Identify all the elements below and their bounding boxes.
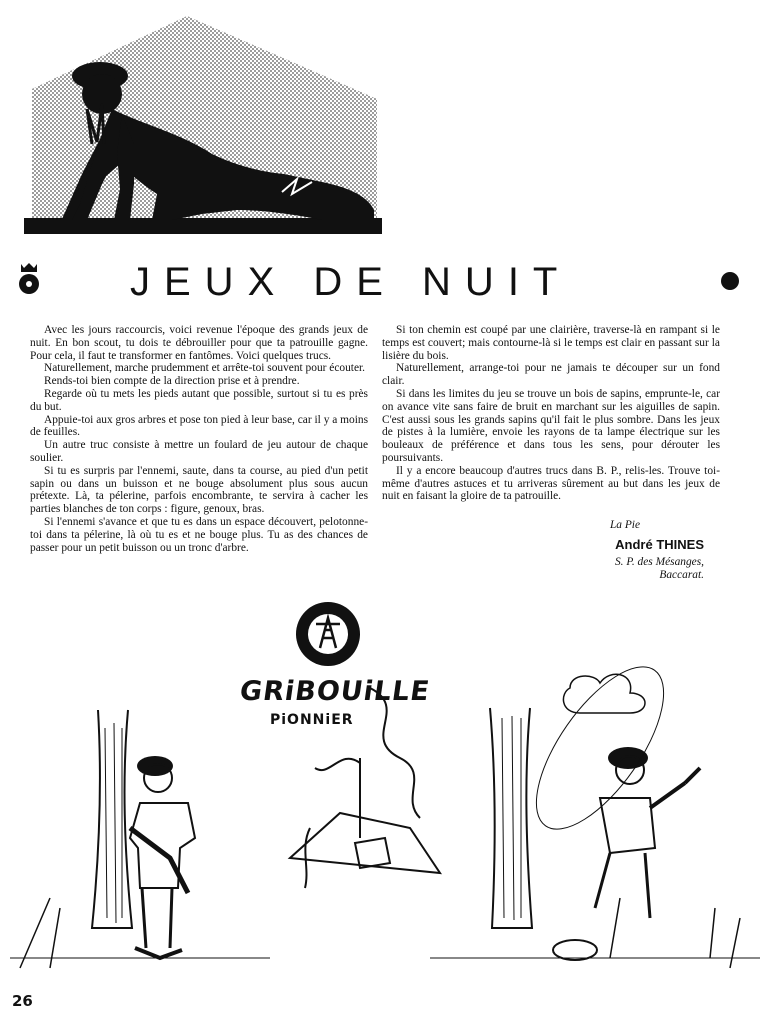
- paragraph: Regarde où tu mets les pieds autant que possible, surtout si tu es près du but.: [30, 387, 368, 413]
- paragraph: Naturellement, marche prudemment et arrête-toi souvent pour écouter.: [44, 362, 366, 375]
- author-troop: S. P. des Mésanges,: [614, 556, 704, 569]
- comic-subtitle: PiONNiER: [270, 712, 354, 728]
- scout-badge-icon: [18, 262, 40, 296]
- paragraph: Si l'ennemi s'avance et que tu es dans un espace découvert, pelotonne-toi dans ta pélerine, là où tu es et ne bouge plus. Tu as des chances de passer pour un petit buisson ou un tronc d'arbre.: [30, 515, 368, 554]
- bullet-dot-icon: [721, 272, 739, 290]
- page-number: 26: [12, 992, 33, 1010]
- paragraph: Rends-toi bien compte de la direction prise et à prendre.: [44, 375, 300, 388]
- comic-drawing: [10, 598, 760, 990]
- author-town: Baccarat.: [659, 569, 704, 582]
- article-column-right: [382, 324, 720, 582]
- article-column-left: [30, 324, 368, 554]
- paragraph: Si tu es surpris par l'ennemi, saute, dans ta course, au pied d'un petit sapin ou dans un buisson et ne bouge absolument plus sous aucun prétexte. Là, ta pélerine, parfois encombrante, te servira à cacher les parties blanches de ton corps : figure, genoux, bras.: [30, 464, 368, 516]
- paragraph: Si ton chemin est coupé par une clairière, traverse-là en rampant si le temps est couvert; mais contourne-là si le temps est clair en passant sur la lisière du bois.: [382, 324, 720, 362]
- hero-illustration: [22, 14, 384, 236]
- paragraph: Il y a encore beaucoup d'autres trucs dans B. P., relis-les. Trouve toi-même d'autres astuces et tu arriveras sûrement au but dans les jeux de nuit en faisant la gloire de ta patrouille.: [382, 464, 720, 503]
- crawling-scout-silhouette: [22, 14, 384, 236]
- paragraph: Naturellement, arrange-toi pour ne jamais te découper sur un fond clair.: [382, 362, 720, 388]
- author-name: André THINES: [615, 537, 704, 553]
- title-row: [18, 258, 758, 306]
- paragraph: Appuie-toi aux gros arbres et pose ton pied à leur base, car il y a moins de feuilles.: [30, 413, 368, 439]
- comic-title: GRiBOUiLLE: [237, 676, 432, 707]
- paragraph: Avec les jours raccourcis, voici revenue l'époque des grands jeux de nuit. En bon scout, tu dois te débrouiller pour que ta patrouille gagne. Pour cela, il faut te transformer en fantômes. Voici quelques trucs.: [30, 324, 368, 362]
- paragraph: Si dans les limites du jeu se trouve un bois de sapins, emprunte-le, car on avance vite sans faire de bruit en marchant sur les aiguilles de sapin. C'est aussi sous les grands sapins qu'il fait le plus sombre. Dans les jeux de pistes à la lumière, envoie les rayons de ta lampe électrique sur les bouleaux de préférence et dans tous les sens, pour dérouter les poursuivants.: [382, 387, 720, 464]
- comic-illustration: [10, 598, 760, 990]
- paragraph: Un autre truc consiste à mettre un foulard de jeu autour de chaque soulier.: [30, 439, 368, 464]
- pioneer-emblem-icon: [296, 602, 360, 666]
- author-totem: La Pie: [609, 519, 640, 532]
- article-title: JEUX DE NUIT: [130, 260, 572, 304]
